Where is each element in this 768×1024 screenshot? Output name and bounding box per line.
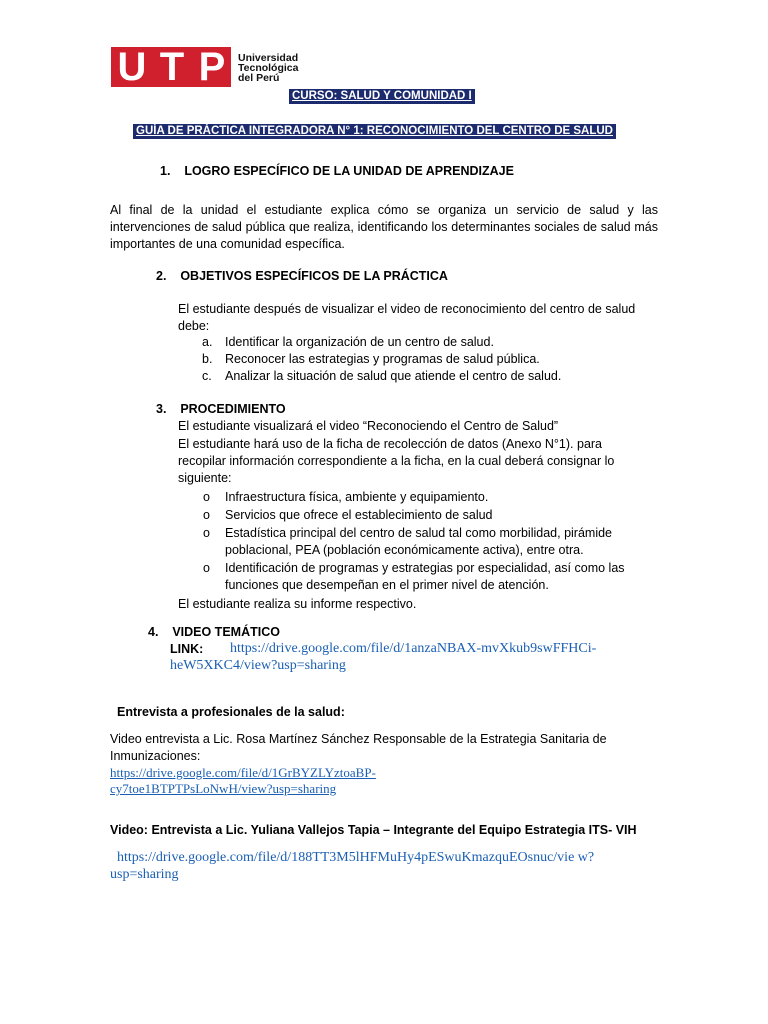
list-marker-a: a. <box>202 335 213 349</box>
section1-paragraph: Al final de la unidad el estudiante explica cómo se organiza un servicio de salud y las intervenciones de salud pública que realiza, identificando los determinantes sociales de salud más importantes de una comunidad específica. <box>110 203 658 251</box>
video2-link-line1[interactable]: https://drive.google.com/file/d/188TT3M5lHFMuHy4pESwuKmazquEOsnuc/vie w? <box>117 850 595 865</box>
circle-bullet-icon: o <box>203 526 210 540</box>
list-marker-c: c. <box>202 369 212 383</box>
video1-description-line1: Video entrevista a Lic. Rosa Martínez Sánchez Responsable de la Estrategia Sanitaria de <box>110 732 607 746</box>
logo-text-line1: Universidad <box>238 52 299 64</box>
logo-text-line3: del Perú <box>238 72 280 84</box>
logo-letter-u: U <box>117 45 147 89</box>
objective-item-a: Identificar la organización de un centro de salud. <box>225 335 494 349</box>
section2-bullet-text: El estudiante después de visualizar el video de reconocimiento del centro de salud debe: <box>178 302 636 333</box>
video1-link-line1[interactable]: https://drive.google.com/file/d/1GrBYZLYztoaBP- <box>110 765 376 780</box>
guide-title: GUÍA DE PRÁCTICA INTEGRADORA N° 1: RECONOCIMIENTO DEL CENTRO DE SALUD <box>133 124 616 139</box>
procedure-subitem-1: Infraestructura física, ambiente y equipamiento. <box>225 490 489 504</box>
section3-heading: 3. PROCEDIMIENTO <box>156 402 286 416</box>
procedure-bullet-3: El estudiante realiza su informe respectivo. <box>178 597 417 611</box>
objective-item-c: Analizar la situación de salud que atiende el centro de salud. <box>225 369 562 383</box>
procedure-bullet-1: El estudiante visualizará el video “Reconociendo el Centro de Salud” <box>178 419 559 433</box>
logo-text-line2: Tecnológica <box>238 62 299 74</box>
video-link-line1[interactable]: https://drive.google.com/file/d/1anzaNBAX-mvXkub9swFFHCi- <box>230 641 597 656</box>
video1-description-line2: Inmunizaciones: <box>110 749 201 763</box>
utp-logo <box>111 47 311 87</box>
procedure-subitem-4: Identificación de programas y estrategias por especialidad, así como las funciones que desempeñan en el primer nivel de atención. <box>225 561 625 592</box>
section2-heading: 2. OBJETIVOS ESPECÍFICOS DE LA PRÁCTICA <box>156 269 448 283</box>
procedure-subitem-3: Estadística principal del centro de salud tal como morbilidad, pirámide poblacional, PEA (población económicamente activa), entre otra. <box>225 526 612 557</box>
section4-heading: 4. VIDEO TEMÁTICO <box>148 625 280 639</box>
video1-link-line2[interactable]: cy7toe1BTPTPsLoNwH/view?usp=sharing <box>110 781 337 796</box>
link-label: LINK: <box>170 642 204 656</box>
circle-bullet-icon: o <box>203 490 210 504</box>
list-marker-b: b. <box>202 352 213 366</box>
section1-heading: 1. LOGRO ESPECÍFICO DE LA UNIDAD DE APRENDIZAJE <box>160 164 514 178</box>
procedure-subitem-2: Servicios que ofrece el establecimiento de salud <box>225 508 493 522</box>
logo-letter-p: P <box>198 45 226 89</box>
circle-bullet-icon: o <box>203 508 210 522</box>
logo-letter-t: T <box>159 45 185 89</box>
video-link-line2[interactable]: heW5XKC4/view?usp=sharing <box>170 658 346 673</box>
circle-bullet-icon: o <box>203 561 210 575</box>
interviews-heading: Entrevista a profesionales de la salud: <box>117 705 345 719</box>
course-title: CURSO: SALUD Y COMUNIDAD I <box>289 89 475 104</box>
procedure-bullet-2: El estudiante hará uso de la ficha de recolección de datos (Anexo N°1). para recopilar información correspondiente a la ficha, en la cual deberá consignar lo siguiente: <box>178 437 615 485</box>
objective-item-b: Reconocer las estrategias y programas de salud pública. <box>225 352 540 366</box>
video2-link-line2[interactable]: usp=sharing <box>110 867 179 882</box>
video2-description: Video: Entrevista a Lic. Yuliana Vallejos Tapia – Integrante del Equipo Estrategia ITS- VIH <box>110 823 637 837</box>
